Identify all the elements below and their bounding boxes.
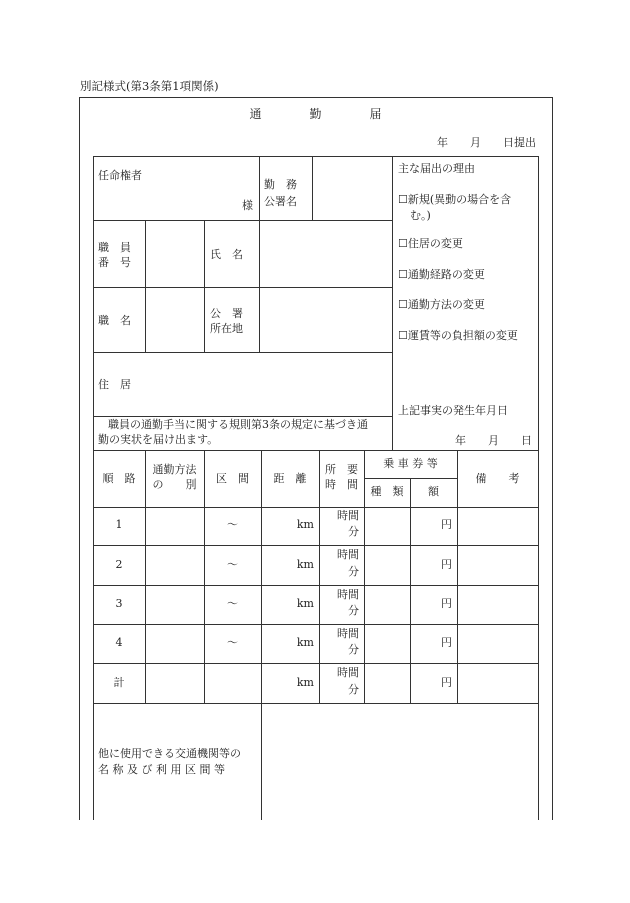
residence-field[interactable]	[146, 353, 391, 415]
section-separator: ～	[227, 518, 238, 531]
header-method: 通勤方法 の 別	[152, 463, 197, 491]
minute-unit: 分	[348, 683, 359, 696]
yen-unit: 円	[441, 597, 452, 610]
reason-new[interactable]: ☐ 新規(異動の場合を含	[398, 193, 511, 208]
hour-unit: 時間	[337, 627, 359, 640]
office-location-field[interactable]	[260, 288, 391, 351]
row-number: 4	[115, 636, 123, 649]
header-remarks: 備 考	[475, 472, 520, 485]
row-number: 1	[115, 518, 123, 531]
staff-number-field[interactable]	[146, 221, 203, 286]
declaration-text: 職員の通勤手当に関する規則第3条の規定に基づき通 勤の実状を届け出ます。	[98, 418, 368, 446]
appointer-honorific: 様	[242, 199, 253, 212]
header-route: 順 路	[102, 472, 136, 485]
reason-method[interactable]: ☐ 通勤方法の変更	[398, 298, 485, 313]
hour-unit: 時間	[337, 588, 359, 601]
km-unit: km	[296, 636, 314, 649]
header-distance: 距 離	[273, 472, 307, 485]
minute-unit: 分	[348, 525, 359, 538]
row-number: 2	[115, 558, 123, 571]
occurrence-label: 上記事実の発生年月日	[398, 404, 508, 417]
header-ticket-amount: 額	[428, 485, 439, 498]
hour-unit: 時間	[337, 548, 359, 561]
office-location-label: 公 署 所在地	[210, 307, 243, 336]
hour-unit: 時間	[337, 666, 359, 679]
other-transport-label: 他に使用できる交通機関等の 名 称 及 び 利 用 区 間 等	[98, 747, 241, 776]
appointer-field[interactable]	[94, 157, 258, 219]
office-name-label: 勤 務 公署名	[264, 178, 297, 208]
header-time: 所 要 時 間	[325, 463, 358, 491]
minute-unit: 分	[348, 604, 359, 617]
section-separator: ～	[227, 597, 238, 610]
staff-number-label: 職 員 番 号	[98, 241, 131, 270]
occurrence-date[interactable]: 年 月 日	[455, 434, 532, 447]
reason-fare[interactable]: ☐ 運賃等の負担額の変更	[398, 329, 518, 344]
reason-route[interactable]: ☐ 通勤経路の変更	[398, 268, 485, 283]
other-transport-field[interactable]	[262, 704, 537, 820]
minute-unit: 分	[348, 565, 359, 578]
yen-unit: 円	[441, 676, 452, 689]
km-unit: km	[296, 518, 314, 531]
form-title: 通 勤 届	[249, 107, 382, 121]
reasons-heading: 主な届出の理由	[398, 162, 475, 175]
km-unit: km	[296, 676, 314, 689]
name-label: 氏 名	[210, 248, 243, 261]
section-separator: ～	[227, 636, 238, 649]
yen-unit: 円	[441, 558, 452, 571]
submission-date: 年 月 日提出	[437, 136, 536, 149]
section-separator: ～	[227, 558, 238, 571]
residence-label: 住 居	[98, 378, 131, 391]
km-unit: km	[296, 558, 314, 571]
header-ticket: 乗 車 券 等	[383, 457, 438, 470]
position-label: 職 名	[98, 314, 131, 327]
form-reference: 別記様式(第3条第1項関係)	[80, 79, 219, 93]
km-unit: km	[296, 597, 314, 610]
row-number: 3	[115, 597, 123, 610]
hour-unit: 時間	[337, 509, 359, 522]
header-section: 区 間	[216, 472, 249, 485]
row-number: 計	[113, 676, 125, 689]
yen-unit: 円	[441, 636, 452, 649]
reason-residence[interactable]: ☐ 住居の変更	[398, 237, 463, 252]
minute-unit: 分	[348, 643, 359, 656]
position-field[interactable]	[146, 288, 203, 351]
reason-new-cont: む。)	[410, 209, 431, 222]
header-ticket-type: 種 類	[370, 485, 404, 498]
yen-unit: 円	[441, 518, 452, 531]
appointer-label: 任命権者	[98, 169, 142, 182]
name-field[interactable]	[260, 221, 391, 286]
office-name-field[interactable]	[313, 157, 391, 219]
